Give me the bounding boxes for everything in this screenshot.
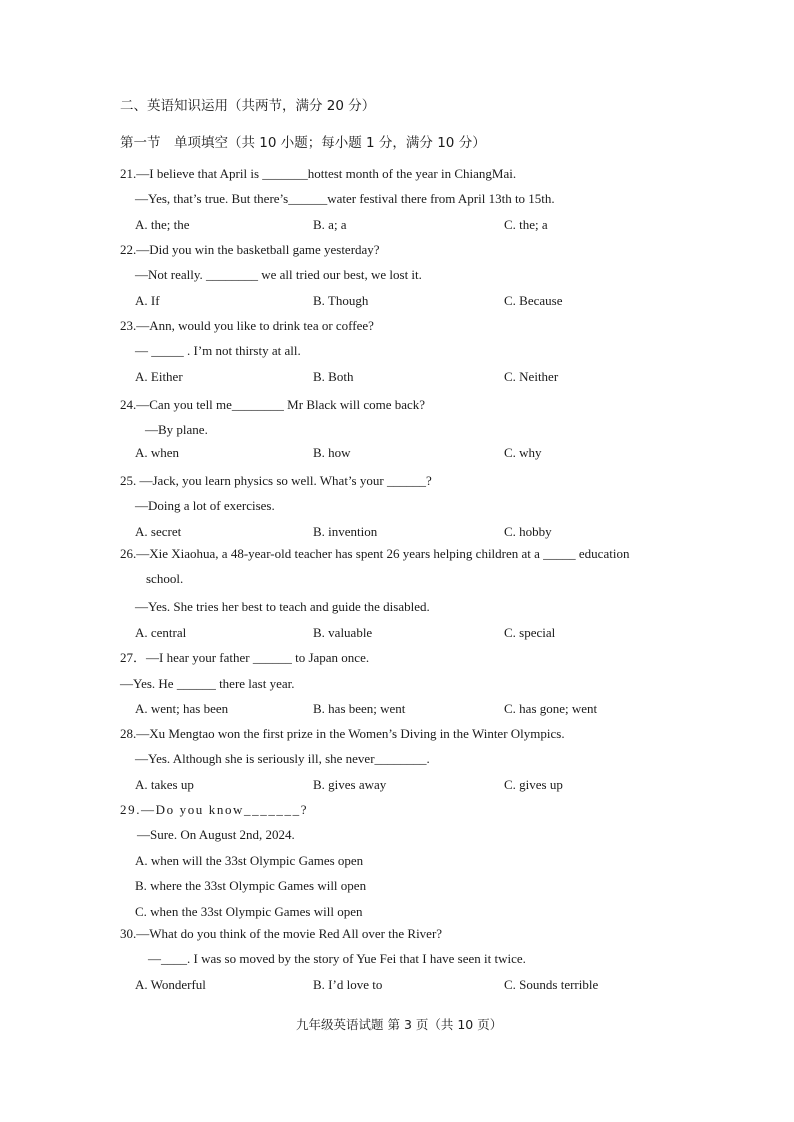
option-a: A. when will the 33st Olympic Games open xyxy=(135,853,364,868)
option-a: A. takes up xyxy=(135,777,194,792)
option-c: C. has gone; went xyxy=(504,701,598,716)
option-c: C. gives up xyxy=(504,777,563,792)
option-b: B. I’d love to xyxy=(313,977,383,992)
question-text: 25. —Jack, you learn physics so well. What’s your ______? xyxy=(120,473,432,488)
question-text: 30.—What do you think of the movie Red All over the River? xyxy=(120,926,443,941)
option-a: A. Either xyxy=(135,369,183,384)
question-text: —Doing a lot of exercises. xyxy=(135,498,275,513)
question-text: 27．—I hear your father ______ to Japan once. xyxy=(120,650,370,665)
option-b: B. invention xyxy=(313,524,378,539)
question-text: 24.—Can you tell me________ Mr Black will come back? xyxy=(120,397,426,412)
page-footer: 九年级英语试题 第 3 页（共 10 页） xyxy=(296,1017,503,1032)
option-a: A. went; has been xyxy=(135,701,229,716)
option-c: C. hobby xyxy=(504,524,552,539)
option-a: A. secret xyxy=(135,524,182,539)
option-c: C. Sounds terrible xyxy=(504,977,599,992)
question-text: 22.—Did you win the basketball game yesterday? xyxy=(120,242,380,257)
question-text: 28.—Xu Mengtao won the first prize in the Women’s Diving in the Winter Olympics. xyxy=(120,726,565,741)
question-text: 26.—Xie Xiaohua, a 48-year-old teacher has spent 26 years helping children at a _____ education xyxy=(120,546,630,561)
question-text: — _____ . I’m not thirsty at all. xyxy=(135,343,301,358)
option-a: A. the; the xyxy=(135,217,190,232)
option-c: C. the; a xyxy=(504,217,548,232)
question-text: —____. I was so moved by the story of Yue Fei that I have seen it twice. xyxy=(148,951,526,966)
option-c: C. when the 33st Olympic Games will open xyxy=(135,904,363,919)
option-a: A. If xyxy=(135,293,160,308)
question-text: 23.—Ann, would you like to drink tea or coffee? xyxy=(120,318,374,333)
option-a: A. central xyxy=(135,625,187,640)
section-subtitle: 第一节 单项填空（共 10 小题；每小题 1 分，满分 10 分） xyxy=(120,135,486,151)
option-b: B. valuable xyxy=(313,625,373,640)
question-text: —Yes. She tries her best to teach and guide the disabled. xyxy=(135,599,430,614)
option-c: C. special xyxy=(504,625,556,640)
question-text: school. xyxy=(146,571,184,586)
option-b: B. how xyxy=(313,445,351,460)
option-b: B. Both xyxy=(313,369,354,384)
option-c: C. Neither xyxy=(504,369,559,384)
option-b: B. a; a xyxy=(313,217,347,232)
option-a: A. when xyxy=(135,445,180,460)
question-text: —Yes, that’s true. But there’s______water festival there from April 13th to 15th. xyxy=(135,191,555,206)
question-text: 21.—I believe that April is _______hottest month of the year in ChiangMai. xyxy=(120,166,517,181)
question-text: —Not really. ________ we all tried our best, we lost it. xyxy=(135,267,422,282)
option-a: A. Wonderful xyxy=(135,977,206,992)
option-b: B. Though xyxy=(313,293,369,308)
option-c: C. why xyxy=(504,445,542,460)
section-title: 二、英语知识运用（共两节，满分 20 分） xyxy=(120,98,376,114)
option-c: C. Because xyxy=(504,293,563,308)
option-b: B. has been; went xyxy=(313,701,406,716)
question-text: —Yes. He ______ there last year. xyxy=(120,676,295,691)
question-text: —Sure. On August 2nd, 2024. xyxy=(137,827,295,842)
question-text: —Yes. Although she is seriously ill, she never________. xyxy=(135,751,430,766)
option-b: B. where the 33st Olympic Games will open xyxy=(135,878,367,893)
question-text: —By plane. xyxy=(145,422,208,437)
question-text: 29.—Do you know_______? xyxy=(120,802,309,817)
option-b: B. gives away xyxy=(313,777,387,792)
